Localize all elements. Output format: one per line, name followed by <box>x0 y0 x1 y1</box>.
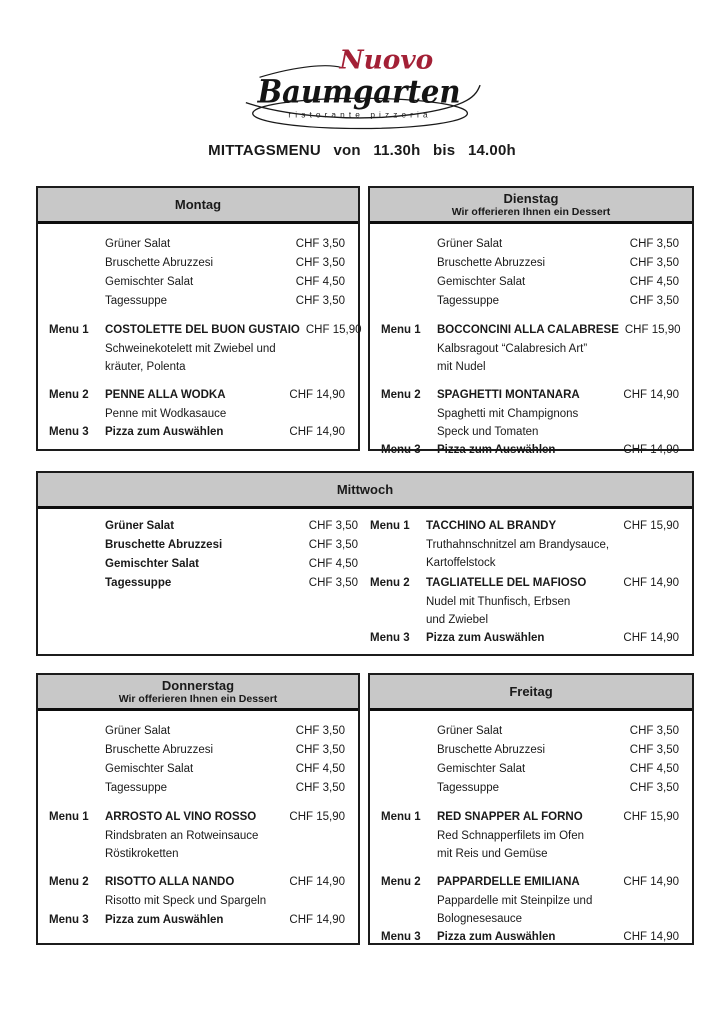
starter-gutter <box>49 555 105 574</box>
menu-desc-line: Penne mit Wodkasauce <box>105 408 227 420</box>
starter-name: Gemischter Salat <box>105 763 194 775</box>
menu-desc-line: mit Nudel <box>437 361 486 373</box>
menu-group <box>381 321 679 376</box>
menu-name: TACCHINO AL BRANDY <box>426 520 557 532</box>
menu-group <box>49 873 345 910</box>
menu-hours-title: MITTAGSMENU von 11.30h bis 14.00h <box>208 142 516 159</box>
menu-name: PAPPARDELLE EMILIANA <box>437 876 580 888</box>
menu-desc-row <box>381 845 679 863</box>
menu-group <box>370 574 679 629</box>
menu-price: CHF 15,90 <box>624 324 681 336</box>
menu-group <box>381 928 679 947</box>
menu-desc-row <box>381 405 679 423</box>
menu-group <box>49 386 345 423</box>
starter-name: Grüner Salat <box>437 725 503 737</box>
starter-name: Gemischter Salat <box>105 276 194 288</box>
menu-name: TAGLIATELLE DEL MAFIOSO <box>426 577 587 589</box>
menu-name: Pizza zum Auswählen <box>437 931 556 943</box>
desc-gutter <box>49 845 105 863</box>
menu-label: Menu 3 <box>381 444 421 456</box>
menu-price: CHF 14,90 <box>289 389 345 401</box>
starter-gutter <box>49 741 105 760</box>
logo-tagline: ristorante pizzeria <box>288 109 432 120</box>
starter-gutter <box>49 517 105 536</box>
starter-name: Bruschette Abruzzesi <box>105 744 214 756</box>
menu-desc-row <box>381 827 679 845</box>
starter-price: CHF 4,50 <box>629 763 679 775</box>
menu-desc-row <box>370 611 679 629</box>
menu-group <box>49 911 345 930</box>
menu-label: Menu 2 <box>381 389 421 401</box>
day-title: Mittwoch <box>336 482 394 497</box>
starter-row <box>381 292 679 311</box>
menu-desc-row <box>49 358 345 376</box>
restaurant-logo <box>0 0 724 134</box>
menu-desc-line: mit Reis und Gemüse <box>437 848 548 860</box>
menu-desc-row <box>49 340 345 358</box>
starter-name: Bruschette Abruzzesi <box>437 744 546 756</box>
desc-gutter <box>381 910 437 928</box>
menu-row <box>381 928 679 947</box>
menu-name: ARROSTO AL VINO ROSSO <box>105 811 257 823</box>
starter-price: CHF 3,50 <box>295 257 345 269</box>
menu-desc-row <box>381 423 679 441</box>
starter-row <box>49 292 345 311</box>
starter-row <box>49 273 345 292</box>
starter-gutter <box>381 760 437 779</box>
starter-row <box>381 254 679 273</box>
menu-name: Pizza zum Auswählen <box>105 914 224 926</box>
starter-price: CHF 4,50 <box>295 763 345 775</box>
desc-gutter <box>381 827 437 845</box>
menu-row <box>370 629 679 648</box>
starter-price: CHF 3,50 <box>629 238 679 250</box>
desc-gutter <box>381 340 437 358</box>
logo-name-top: Nuovo <box>339 44 434 76</box>
menu-row <box>370 517 679 536</box>
day-header <box>370 675 692 711</box>
desc-gutter <box>370 554 426 572</box>
starter-gutter <box>49 574 105 593</box>
menu-price: CHF 15,90 <box>623 520 679 532</box>
menu-group <box>49 423 345 442</box>
menu-label: Menu 3 <box>381 931 421 943</box>
menu-desc-line: Nudel mit Thunfisch, Erbsen <box>426 596 571 608</box>
starter-name: Tagessuppe <box>437 782 500 794</box>
day-card-mittwoch <box>36 471 694 656</box>
menu-label: Menu 2 <box>49 876 89 888</box>
starter-gutter <box>381 254 437 273</box>
menu-label: Menu 2 <box>381 876 421 888</box>
day-header <box>38 473 692 509</box>
starter-gutter <box>49 273 105 292</box>
starter-row <box>49 536 358 555</box>
starter-row <box>381 722 679 741</box>
desc-gutter <box>381 423 437 441</box>
starter-gutter <box>381 292 437 311</box>
starter-row <box>49 741 345 760</box>
menu-desc-line: Risotto mit Speck und Spargeln <box>105 895 267 907</box>
day-body <box>370 711 692 960</box>
menu-desc-line: Red Schnapperfilets im Ofen <box>437 830 585 842</box>
menu-row <box>381 386 679 405</box>
starter-price: CHF 3,50 <box>295 295 345 307</box>
day-title: Donnerstag <box>161 678 235 693</box>
starter-gutter <box>49 292 105 311</box>
menu-row <box>49 423 345 442</box>
starter-price: CHF 3,50 <box>629 782 679 794</box>
menu-desc-row <box>49 827 345 845</box>
day-card-dienstag <box>368 186 694 456</box>
menu-label: Menu 3 <box>49 914 89 926</box>
starter-name: Tagessuppe <box>105 577 172 589</box>
starter-gutter <box>381 235 437 254</box>
day-cards-container <box>36 186 694 945</box>
menu-price: CHF 14,90 <box>623 931 679 943</box>
starter-price: CHF 3,50 <box>308 520 358 532</box>
desc-gutter <box>381 358 437 376</box>
menu-row <box>381 441 679 460</box>
menu-desc-row <box>370 593 679 611</box>
menu-row <box>49 808 345 827</box>
desc-gutter <box>49 405 105 423</box>
desc-gutter <box>49 827 105 845</box>
menu-price: CHF 14,90 <box>289 914 345 926</box>
starter-gutter <box>381 741 437 760</box>
desc-gutter <box>370 611 426 629</box>
menu-name: Pizza zum Auswählen <box>105 426 224 438</box>
starter-row <box>49 722 345 741</box>
menu-row <box>370 574 679 593</box>
menu-price: CHF 14,90 <box>623 632 679 644</box>
day-subtitle: Wir offerieren Ihnen ein Dessert <box>118 693 278 705</box>
starter-row <box>381 779 679 798</box>
menu-price: CHF 14,90 <box>623 577 679 589</box>
starter-price: CHF 3,50 <box>308 577 358 589</box>
menu-desc-row <box>370 554 679 572</box>
desc-gutter <box>49 892 105 910</box>
menu-desc-row <box>381 340 679 358</box>
row-thursday-friday <box>36 673 694 945</box>
menu-label: Menu 1 <box>381 324 421 336</box>
day-title: Freitag <box>509 684 553 699</box>
desc-gutter <box>49 358 105 376</box>
starters-list <box>49 235 345 311</box>
starters-list <box>49 722 345 798</box>
menu-group <box>49 321 362 376</box>
starter-price: CHF 3,50 <box>308 539 358 551</box>
starter-name: Bruschette Abruzzesi <box>105 539 223 551</box>
starter-row <box>381 760 679 779</box>
starter-name: Tagessuppe <box>437 295 500 307</box>
starter-name: Grüner Salat <box>105 725 171 737</box>
menu-desc-row <box>370 536 679 554</box>
day-card-freitag <box>368 673 694 945</box>
starter-row <box>381 273 679 292</box>
menu-desc-line: Bolognesesauce <box>437 913 523 925</box>
starter-gutter <box>381 779 437 798</box>
menu-desc-line: Speck und Tomaten <box>437 426 539 438</box>
starter-price: CHF 4,50 <box>629 276 679 288</box>
menu-desc-line: kräuter, Polenta <box>105 361 186 373</box>
menu-desc-row <box>381 358 679 376</box>
menu-group <box>381 386 679 441</box>
desc-gutter <box>370 536 426 554</box>
menu-name: Pizza zum Auswählen <box>437 444 556 456</box>
day-card-donnerstag <box>36 673 360 945</box>
menu-price: CHF 14,90 <box>623 389 679 401</box>
menu-price: CHF 14,90 <box>623 444 679 456</box>
starter-gutter <box>381 722 437 741</box>
starter-row <box>381 235 679 254</box>
menu-row <box>49 873 345 892</box>
menu-price: CHF 15,90 <box>305 324 362 336</box>
day-title: Montag <box>174 197 222 212</box>
starter-row <box>49 779 345 798</box>
starter-name: Tagessuppe <box>105 295 168 307</box>
menu-group <box>381 873 679 928</box>
row-monday-tuesday <box>36 186 694 456</box>
starters-column <box>49 517 358 648</box>
day-header <box>38 675 358 711</box>
day-body <box>370 224 692 473</box>
starter-price: CHF 3,50 <box>629 257 679 269</box>
menu-group <box>370 517 679 572</box>
desc-gutter <box>381 845 437 863</box>
starter-row <box>49 555 358 574</box>
day-body <box>38 509 692 659</box>
menu-name: PENNE ALLA WODKA <box>105 389 226 401</box>
menu-label: Menu 1 <box>49 811 89 823</box>
starters-list <box>381 235 679 311</box>
menu-desc-line: Kartoffelstock <box>426 557 496 569</box>
menu-desc-row <box>381 892 679 910</box>
logo-name-bottom: Baumgarten <box>256 72 461 111</box>
starter-price: CHF 4,50 <box>295 276 345 288</box>
menus-column <box>370 517 679 648</box>
menu-desc-line: und Zwiebel <box>426 614 489 626</box>
day-title: Dienstag <box>503 191 559 206</box>
starter-name: Tagessuppe <box>105 782 168 794</box>
menu-label: Menu 1 <box>381 811 421 823</box>
menu-desc-row <box>49 405 345 423</box>
starter-gutter <box>49 235 105 254</box>
starter-price: CHF 3,50 <box>629 744 679 756</box>
day-body <box>38 224 362 455</box>
menu-desc-row <box>49 845 345 863</box>
menu-name: RISOTTO ALLA NANDO <box>105 876 235 888</box>
menu-row <box>381 321 679 340</box>
menu-group <box>370 629 679 648</box>
menu-desc-line: Schweinekotelett mit Zwiebel und <box>105 343 276 355</box>
day-card-montag <box>36 186 360 451</box>
desc-gutter <box>381 405 437 423</box>
day-subtitle: Wir offerieren Ihnen ein Dessert <box>451 206 611 218</box>
starter-price: CHF 3,50 <box>295 782 345 794</box>
starter-gutter <box>49 760 105 779</box>
starter-price: CHF 3,50 <box>295 725 345 737</box>
starter-name: Bruschette Abruzzesi <box>105 257 214 269</box>
day-header <box>370 188 692 224</box>
starter-name: Gemischter Salat <box>437 763 526 775</box>
menu-desc-line: Pappardelle mit Steinpilze und <box>437 895 593 907</box>
starter-gutter <box>49 722 105 741</box>
starter-gutter <box>49 536 105 555</box>
menu-row <box>49 321 362 340</box>
menu-row <box>49 386 345 405</box>
row-wednesday <box>36 471 694 656</box>
menu-label: Menu 2 <box>49 389 89 401</box>
starter-price: CHF 3,50 <box>629 725 679 737</box>
menu-price: CHF 14,90 <box>289 426 345 438</box>
menu-desc-line: Rindsbraten an Rotweinsauce <box>105 830 259 842</box>
starter-row <box>49 760 345 779</box>
starter-price: CHF 3,50 <box>295 744 345 756</box>
menu-price: CHF 15,90 <box>623 811 679 823</box>
menu-group <box>381 441 679 460</box>
menu-desc-row <box>381 910 679 928</box>
menu-label: Menu 1 <box>49 324 89 336</box>
menu-group <box>49 808 345 863</box>
menu-price: CHF 14,90 <box>623 876 679 888</box>
starter-name: Bruschette Abruzzesi <box>437 257 546 269</box>
starter-name: Grüner Salat <box>105 238 171 250</box>
menu-label: Menu 1 <box>370 520 410 532</box>
desc-gutter <box>49 340 105 358</box>
starter-name: Gemischter Salat <box>437 276 526 288</box>
starter-name: Gemischter Salat <box>105 558 199 570</box>
starter-gutter <box>49 779 105 798</box>
menu-name: SPAGHETTI MONTANARA <box>437 389 580 401</box>
starter-price: CHF 3,50 <box>629 295 679 307</box>
starters-list <box>381 722 679 798</box>
menu-desc-line: Röstikroketten <box>105 848 179 860</box>
menu-name: BOCCONCINI ALLA CALABRESE <box>437 324 619 336</box>
day-body <box>38 711 358 943</box>
desc-gutter <box>381 892 437 910</box>
menu-name: COSTOLETTE DEL BUON GUSTAIO <box>105 324 300 336</box>
menu-label: Menu 3 <box>49 426 89 438</box>
menu-desc-line: Spaghetti mit Champignons <box>437 408 579 420</box>
menu-row <box>49 911 345 930</box>
starter-row <box>49 517 358 536</box>
menu-row <box>381 873 679 892</box>
starter-row <box>49 235 345 254</box>
day-header <box>38 188 358 224</box>
starter-row <box>381 741 679 760</box>
menu-name: RED SNAPPER AL FORNO <box>437 811 583 823</box>
starter-name: Grüner Salat <box>105 520 175 532</box>
menu-row <box>381 808 679 827</box>
menu-label: Menu 3 <box>370 632 410 644</box>
menu-label: Menu 2 <box>370 577 410 589</box>
menu-group <box>381 808 679 863</box>
starter-row <box>49 254 345 273</box>
menu-desc-line: Kalbsragout “Calabresich Art” <box>437 343 588 355</box>
starter-gutter <box>49 254 105 273</box>
menu-desc-line: Truthahnschnitzel am Brandysauce, <box>426 539 610 551</box>
desc-gutter <box>370 593 426 611</box>
logo-graphic <box>240 42 484 134</box>
starter-price: CHF 4,50 <box>308 558 358 570</box>
menu-price: CHF 15,90 <box>289 811 345 823</box>
menu-name: Pizza zum Auswählen <box>426 632 545 644</box>
starter-gutter <box>381 273 437 292</box>
starter-name: Grüner Salat <box>437 238 503 250</box>
starter-price: CHF 3,50 <box>295 238 345 250</box>
starter-row <box>49 574 358 593</box>
menu-price: CHF 14,90 <box>289 876 345 888</box>
menu-desc-row <box>49 892 345 910</box>
